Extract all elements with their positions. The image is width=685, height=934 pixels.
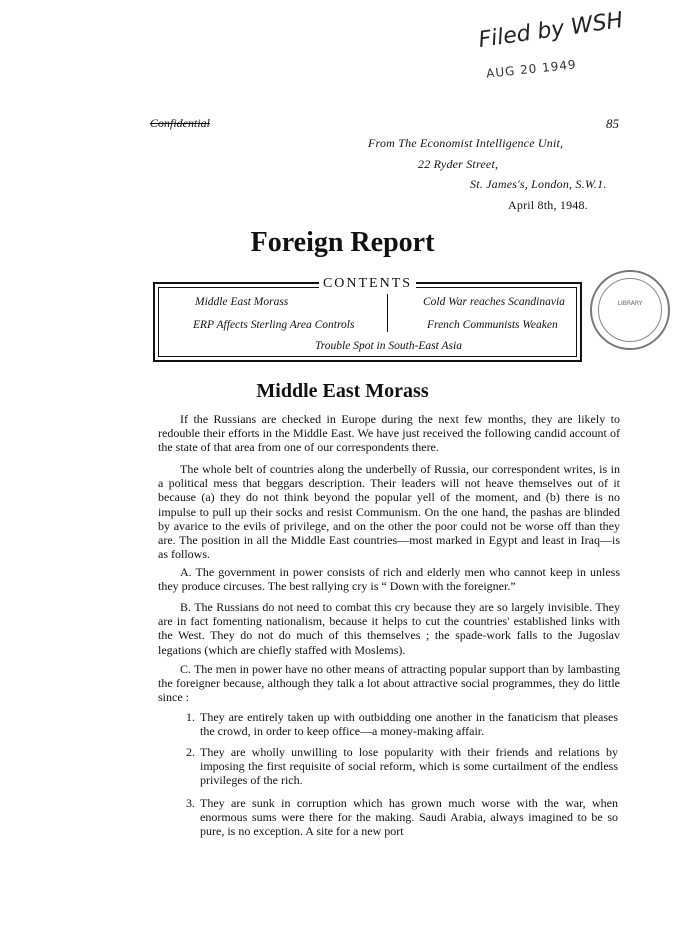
- report-date: April 8th, 1948.: [508, 198, 588, 212]
- article-heading: Middle East Morass: [256, 380, 429, 402]
- confidential-marking: Confidential: [150, 116, 210, 130]
- sender-line: From The Economist Intelligence Unit,: [368, 136, 564, 150]
- list-text: They are wholly unwilling to lose popularity with their friends and relations by imposing the first requisite of social reform, which is some curtailment of the endless privileges of the rich.: [200, 745, 618, 788]
- list-number: 2.: [186, 745, 195, 759]
- contents-item: Trouble Spot in South-East Asia: [315, 340, 462, 352]
- contents-box: [153, 276, 582, 362]
- contents-item: ERP Affects Sterling Area Controls: [193, 319, 355, 331]
- article-paragraph: C. The men in power have no other means of attracting popular support than by lambasting the foreigner because, although they talk a lot about attractive social programmes, they do little since :: [158, 662, 620, 705]
- page-number: 85: [606, 116, 619, 131]
- handwritten-annotation: Filed by WSH: [476, 7, 625, 54]
- seal-text: LIBRARY: [617, 300, 643, 307]
- list-number: 1.: [186, 710, 195, 724]
- received-date-stamp: AUG 20 1949: [485, 57, 578, 81]
- article-paragraph: The whole belt of countries along the underbelly of Russia, our correspondent writes, is in a political mess that beggars description. Their leaders will not heave themselves out of it because (a) they do not think beyond the popular yell of the moment, and (b) there is no impulse to pull up their socks and resist Communism. On the one hand, the pashas are blinded by avarice to the evils of privilege, and on the other the poor could not be worse off than they are. The position in all the Middle East countries—most marked in Egypt and least in Iraq—is as follows.: [158, 462, 620, 562]
- article-paragraph: B. The Russians do not need to combat this cry because they are so largely invisible. They are in fact fomenting nationalism, because it helps to cut the countries' established links with the West. They do not do much of this themselves ; the spade-work falls to the Jugoslav legations (which are chiefly staffed with Moslems).: [158, 600, 620, 657]
- list-number: 3.: [186, 796, 195, 810]
- list-text: They are sunk in corruption which has grown much worse with the war, when enormous sums were there for the making. Saudi Arabia, always imagined to be so pure, is no exception. A site for a new port: [200, 796, 618, 839]
- report-title: Foreign Report: [250, 227, 435, 258]
- sender-street: 22 Ryder Street,: [418, 157, 499, 171]
- seal-inner-ring: [598, 278, 662, 342]
- contents-item: French Communists Weaken: [427, 319, 558, 331]
- list-text: They are entirely taken up with outbidding one another in the fanaticism that pleases the crowd, in order to keep office—a money-making affair.: [200, 710, 618, 739]
- article-paragraph: A. The government in power consists of rich and elderly men who cannot keep in unless they produce circuses. The best rallying cry is “ Down with the foreigner.”: [158, 565, 620, 594]
- article-paragraph: If the Russians are checked in Europe during the next few months, they are likely to redouble their efforts in the Middle East. We have just received the following candid account of the state of that area from one of our correspondents there.: [158, 412, 620, 455]
- contents-heading: CONTENTS: [155, 274, 580, 292]
- contents-item: Middle East Morass: [195, 296, 289, 308]
- contents-divider: [387, 294, 388, 332]
- sender-city: St. James's, London, S.W.1.: [470, 177, 607, 191]
- library-seal-stamp: [590, 270, 670, 350]
- contents-item: Cold War reaches Scandinavia: [423, 296, 565, 308]
